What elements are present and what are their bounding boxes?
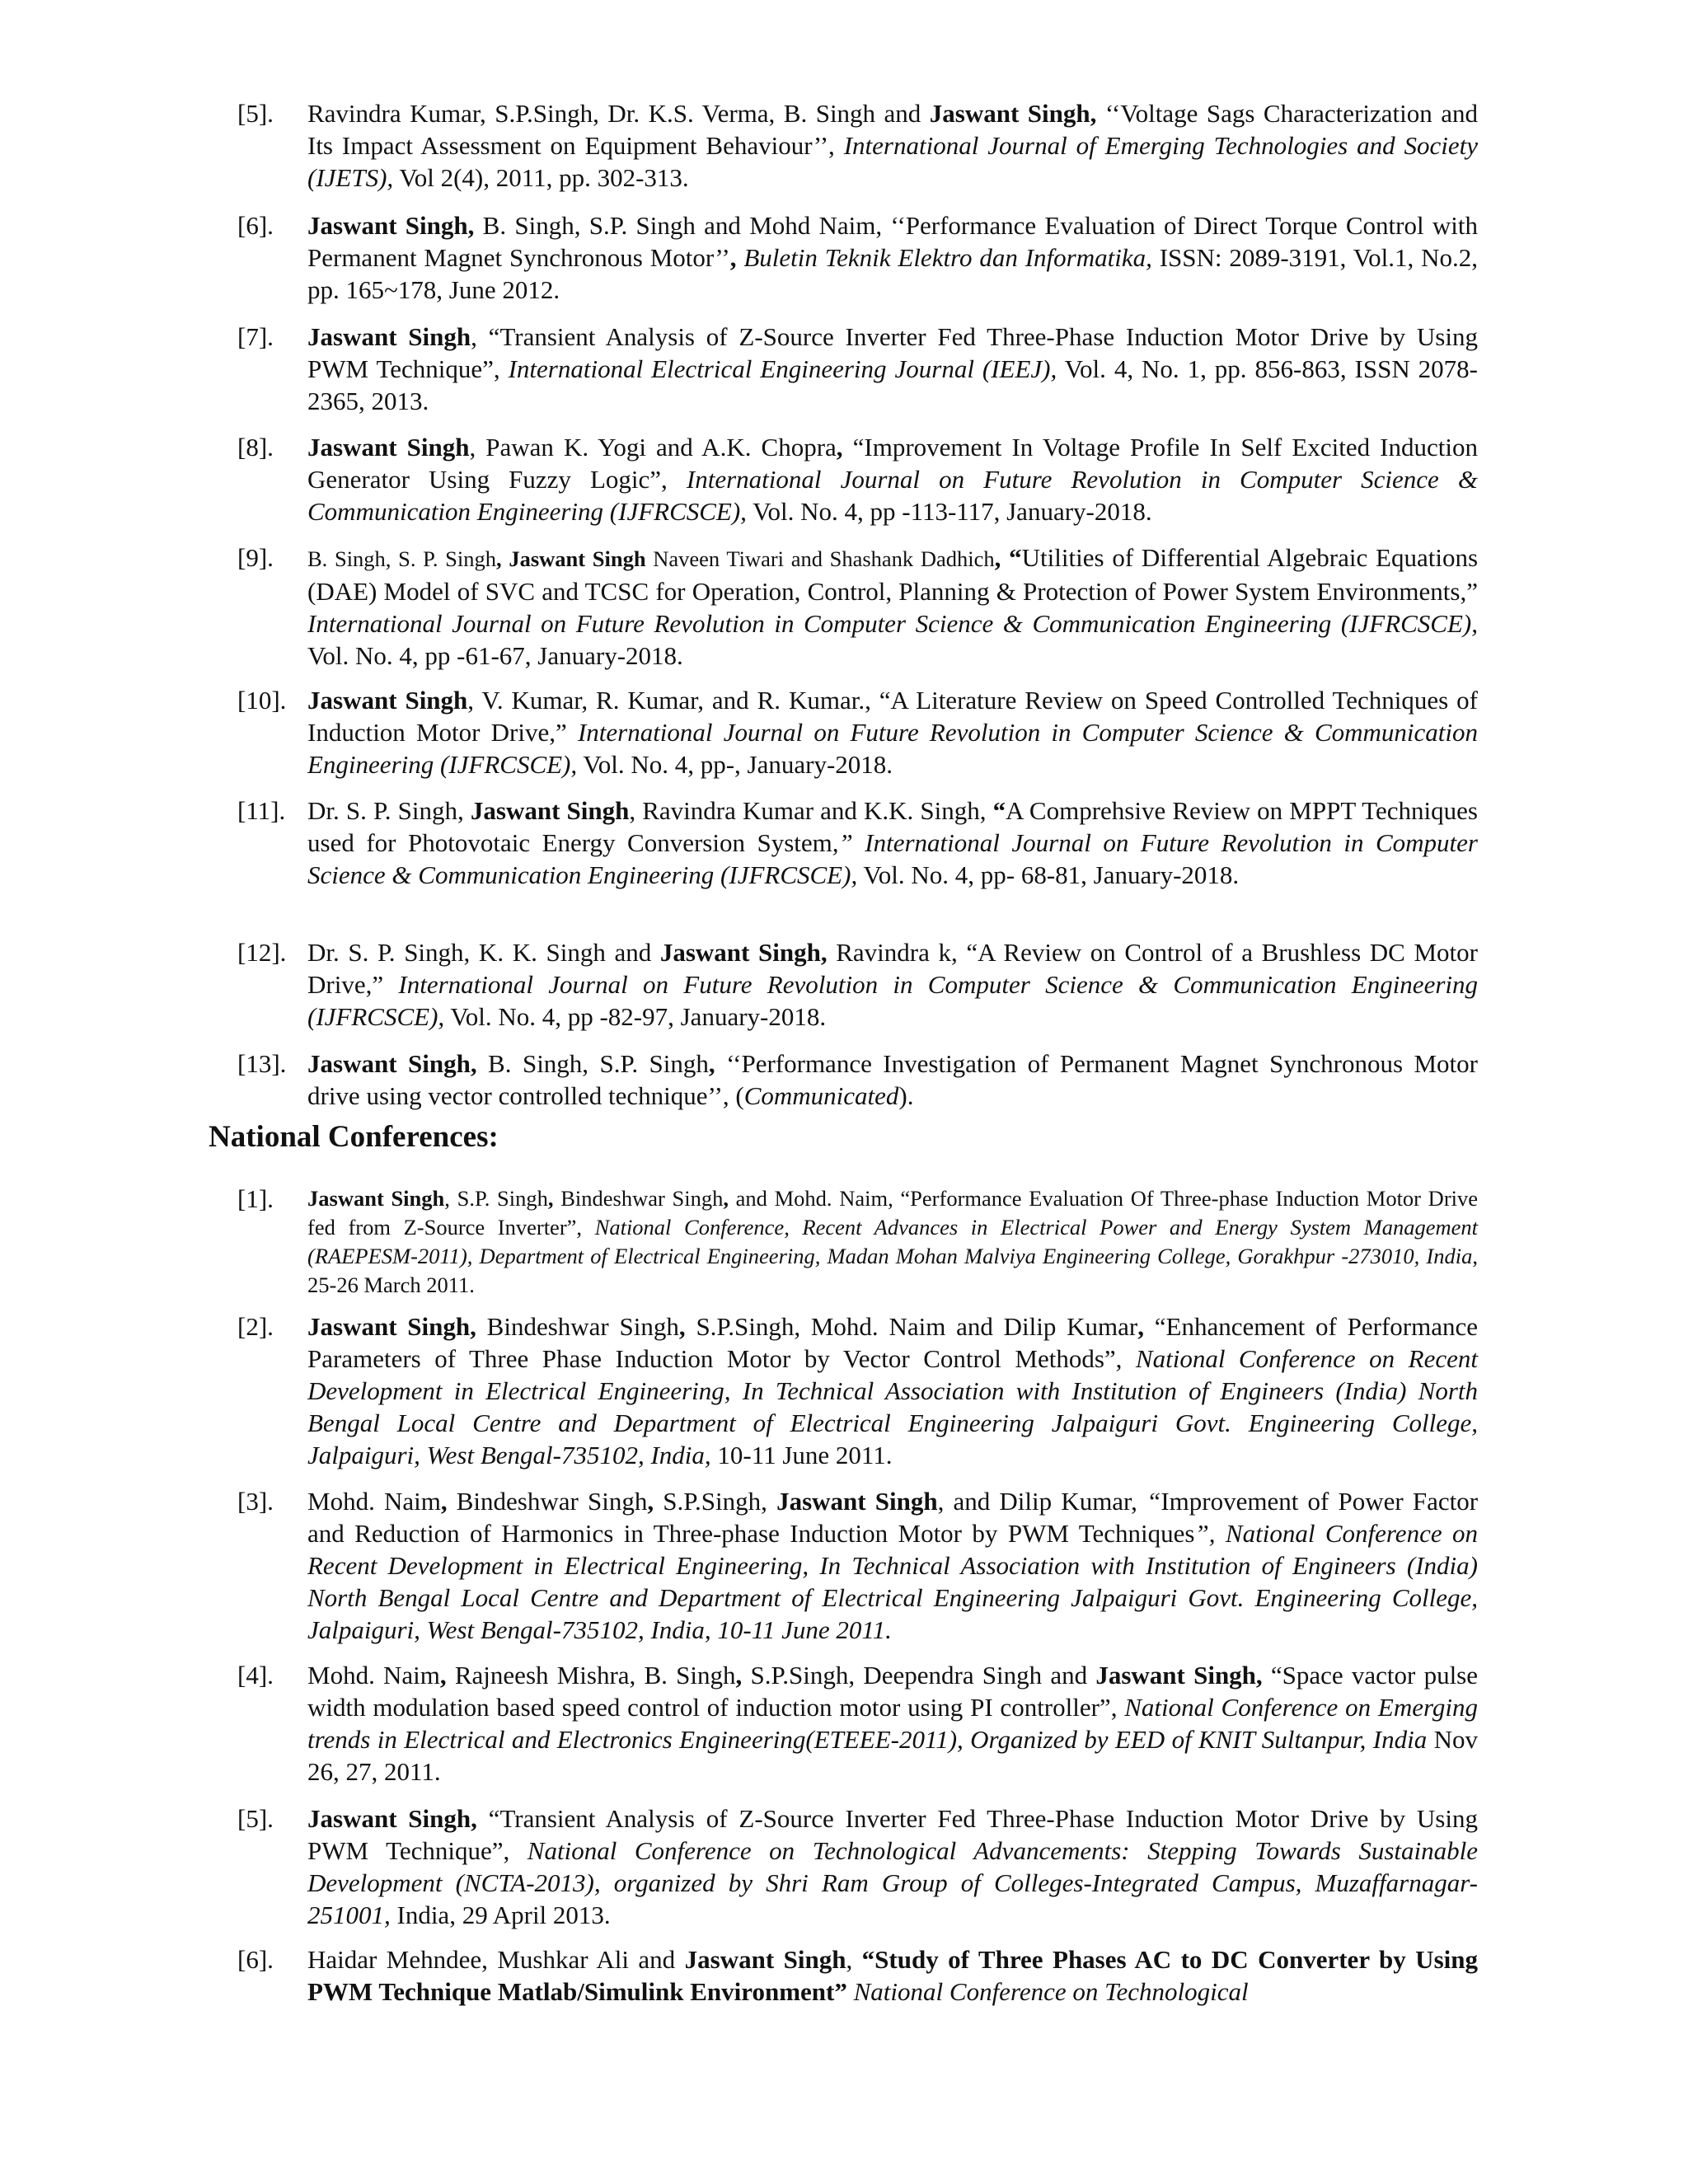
entry-text: Mohd. Naim, Bindeshwar Singh, S.P.Singh, Jaswant Singh, and Dilip Kumar, “Improvement of Power Factor and Reduction of Harmonics in Three-phase Induction Motor by PWM Techniques”, National Conference on Recent Development in Electrical Engineering, In Technical Association with Institution of Engineers (India) North Bengal Local Centre and Department of Electrical Engineering Jalpaiguri Govt. Engineering College, Jalpaiguri, West Bengal-735102, India, 10-11 June 2011.	[307, 1487, 1479, 1644]
journal-entry-13	[237, 1047, 1478, 1112]
author-highlight: Jaswant Singh	[776, 1487, 938, 1516]
venue: National Conference, Recent Advances in Electrical Power and Energy System Management (RAEPESM-2011), Department of Electrical Engineering, Madan Mohan Malviya Engineering College, Gorakhpur -273010, India	[307, 1215, 1478, 1268]
entry-number: [9].	[237, 543, 274, 572]
entry-text: Jaswant Singh, “Transient Analysis of Z-Source Inverter Fed Three-Phase Induction Motor Drive by Using PWM Technique”, National Conference on Technological Advancements: Stepping Towards Sustainable Development (NCTA-2013), organized by Shri Ram Group of Colleges-Integrated Campus, Muzaffarnagar-251001, India, 29 April 2013.	[307, 1804, 1478, 1929]
conference-entry-3	[237, 1485, 1478, 1646]
entry-number: [12].	[237, 938, 287, 967]
author-highlight: Jaswant Singh,	[307, 211, 475, 240]
conference-entry-6	[237, 1943, 1478, 2008]
author-highlight: Jaswant Singh,	[307, 1049, 477, 1078]
entry-number: [7].	[237, 322, 274, 351]
venue: International Journal on Future Revolution in Computer Science & Communication Engineering (IJFRCSCE),	[307, 718, 1478, 779]
entry-text: Jaswant Singh, V. Kumar, R. Kumar, and R. Kumar., “A Literature Review on Speed Controlled Techniques of Induction Motor Drive,” International Journal on Future Revolution in Computer Science & Communication Engineering (IJFRCSCE), Vol. No. 4, pp-, January-2018.	[307, 686, 1478, 779]
entry-number: [13].	[237, 1049, 287, 1078]
entry-number: [10].	[237, 686, 287, 715]
venue: National Conference on Technological Advancements: Stepping Towards Sustainable Development (NCTA-2013), organized by Shri Ram Group of Colleges-Integrated Campus, Muzaffarnagar-251001,	[307, 1836, 1478, 1929]
entry-text: Jaswant Singh, Bindeshwar Singh, S.P.Singh, Mohd. Naim and Dilip Kumar, “Enhancement of Performance Parameters of Three Phase Induction Motor by Vector Control Methods”, National Conference on Recent Development in Electrical Engineering, In Technical Association with Institution of Engineers (India) North Bengal Local Centre and Department of Electrical Engineering Jalpaiguri Govt. Engineering College, Jalpaiguri, West Bengal-735102, India, 10-11 June 2011.	[307, 1312, 1479, 1469]
venue: Communicated	[743, 1081, 899, 1110]
venue: ”, National Conference on Recent Development in Electrical Engineering, In Technical Association with Institution of Engineers (India) North Bengal Local Centre and Department of Electrical Engineering Jalpaiguri Govt. Engineering College, Jalpaiguri, West Bengal-735102, India, 10-11 June 2011.	[307, 1519, 1479, 1644]
author-highlight: Jaswant Singh,	[1095, 1661, 1263, 1690]
author-highlight: Jaswant Singh,	[659, 938, 828, 967]
author-highlight: Jaswant Singh,	[307, 1804, 477, 1833]
journal-entry-9	[237, 541, 1478, 672]
entry-number: [8].	[237, 433, 274, 462]
author-highlight: Jaswant Singh	[307, 433, 470, 462]
author-highlight: Jaswant Singh	[307, 686, 468, 715]
journal-entry-10	[237, 684, 1478, 780]
entry-text: Jaswant Singh, Pawan K. Yogi and A.K. Chopra, “Improvement In Voltage Profile In Self Excited Induction Generator Using Fuzzy Logic”, International Journal on Future Revolution in Computer Science & Communication Engineering (IJFRCSCE), Vol. No. 4, pp -113-117, January-2018.	[307, 433, 1478, 526]
author-highlight: Jaswant Singh	[307, 1186, 445, 1211]
entry-text: Haidar Mehndee, Mushkar Ali and Jaswant Singh, “Study of Three Phases AC to DC Converter by Using PWM Technique Matlab/Simulink Environment” National Conference on Technological	[307, 1945, 1478, 2006]
entry-text: Ravindra Kumar, S.P.Singh, Dr. K.S. Verma, B. Singh and Jaswant Singh, ‘‘Voltage Sags Characterization and Its Impact Assessment on Equipment Behaviour’’, International Journal of Emerging Technologies and Society (IJETS), Vol 2(4), 2011, pp. 302-313.	[307, 99, 1478, 192]
entry-number: [4].	[237, 1661, 274, 1690]
entry-text: Dr. S. P. Singh, Jaswant Singh, Ravindra Kumar and K.K. Singh, “A Comprehsive Review on MPPT Techniques used for Photovotaic Energy Conversion System,” International Journal on Future Revolution in Computer Science & Communication Engineering (IJFRCSCE), Vol. No. 4, pp- 68-81, January-2018.	[307, 796, 1478, 889]
journal-entry-5	[237, 97, 1478, 194]
venue: International Journal on Future Revolution in Computer Science & Communication Engineering (IJFRCSCE),	[307, 970, 1479, 1031]
venue: National Conference on Technological	[846, 1977, 1249, 2006]
journal-entry-11	[237, 794, 1478, 891]
venue: International Journal on Future Revolution in Computer Science & Communication Engineering (IJFRCSCE),	[307, 609, 1478, 638]
entry-text: Jaswant Singh, “Transient Analysis of Z-Source Inverter Fed Three-Phase Induction Motor Drive by Using PWM Technique”, International Electrical Engineering Journal (IEEJ), Vol. 4, No. 1, pp. 856-863, ISSN 2078-2365, 2013.	[307, 322, 1478, 415]
entry-text: Jaswant Singh, B. Singh, S.P. Singh, ‘‘Performance Investigation of Permanent Magnet Synchronous Motor drive using vector controlled technique’’, (Communicated).	[307, 1049, 1478, 1110]
entry-number: [5].	[237, 99, 274, 128]
entry-text: Jaswant Singh, S.P. Singh, Bindeshwar Singh, and Mohd. Naim, “Performance Evaluation Of Three-phase Induction Motor Drive fed from Z-Source Inverter”, National Conference, Recent Advances in Electrical Power and Energy System Management (RAEPESM-2011), Department of Electrical Engineering, Madan Mohan Malviya Engineering College, Gorakhpur -273010, India, 25-26 March 2011.	[307, 1186, 1479, 1297]
entry-number: [5].	[237, 1804, 274, 1833]
entry-number: [2].	[237, 1312, 274, 1341]
author-highlight: Jaswant Singh	[307, 322, 471, 351]
venue: Buletin Teknik Elektro dan Informatika,	[736, 243, 1152, 272]
conference-entry-5	[237, 1802, 1478, 1931]
journal-entry-8	[237, 431, 1478, 527]
journal-entry-12	[237, 936, 1478, 1033]
entry-number: [6].	[237, 1945, 274, 1974]
entry-number: [1].	[237, 1184, 274, 1213]
paper-title: “Study of Three Phases AC to DC Converter by Using PWM Technique Matlab/Simulink Environment”	[307, 1945, 1478, 2006]
entry-text: Dr. S. P. Singh, K. K. Singh and Jaswant Singh, Ravindra k, “A Review on Control of a Brushless DC Motor Drive,” International Journal on Future Revolution in Computer Science & Communication Engineering (IJFRCSCE), Vol. No. 4, pp -82-97, January-2018.	[307, 938, 1479, 1031]
author-highlight: Jaswant Singh,	[307, 1312, 476, 1341]
entry-text: B. Singh, S. P. Singh, Jaswant Singh Naveen Tiwari and Shashank Dadhich, “Utilities of Differential Algebraic Equations (DAE) Model of SVC and TCSC for Operation, Control, Planning & Protection of Power System Environments,” International Journal on Future Revolution in Computer Science & Communication Engineering (IJFRCSCE), Vol. No. 4, pp -61-67, January-2018.	[307, 543, 1479, 670]
conference-entry-4	[237, 1659, 1478, 1788]
entry-text: Jaswant Singh, B. Singh, S.P. Singh and Mohd Naim, ‘‘Performance Evaluation of Direct Torque Control with Permanent Magnet Synchronous Motor’’, Buletin Teknik Elektro dan Informatika, ISSN: 2089-3191, Vol.1, No.2, pp. 165~178, June 2012.	[307, 211, 1478, 304]
entry-text: Mohd. Naim, Rajneesh Mishra, B. Singh, S.P.Singh, Deependra Singh and Jaswant Singh, “Space vactor pulse width modulation based speed control of induction motor using PI controller”, National Conference on Emerging trends in Electrical and Electronics Engineering(ETEEE-2011), Organized by EED of KNIT Sultanpur, India Nov 26, 27, 2011.	[307, 1661, 1479, 1786]
venue: International Electrical Engineering Journal (IEEJ),	[508, 354, 1057, 383]
entry-number: [6].	[237, 211, 274, 240]
entry-number: [3].	[237, 1487, 274, 1516]
venue: National Conference on Emerging trends in Electrical and Electronics Engineering(ETEEE-2011), Organized by EED of KNIT Sultanpur, India	[307, 1693, 1478, 1754]
conference-entry-1	[237, 1184, 1478, 1300]
author-highlight: Jaswant Singh	[501, 546, 646, 571]
author-highlight: Jaswant Singh	[470, 796, 630, 825]
author-highlight: Jaswant Singh,	[929, 99, 1097, 128]
venue: International Journal on Future Revolution in Computer Science & Communication Engineering (IJFRCSCE),	[307, 465, 1478, 526]
venue: International Journal of Emerging Technologies and Society (IJETS),	[307, 131, 1478, 192]
author-highlight: Jaswant Singh	[684, 1945, 846, 1974]
entry-number: [11].	[237, 796, 286, 825]
journal-entry-7	[237, 321, 1478, 417]
journal-entry-6	[237, 209, 1478, 306]
venue: ,” International Journal on Future Revolution in Computer Science & Communication Engineering (IJFRCSCE),	[307, 828, 1478, 889]
section-heading: National Conferences:	[209, 1120, 499, 1154]
conference-entry-2	[237, 1310, 1478, 1471]
venue: National Conference on Recent Development in Electrical Engineering, In Technical Association with Institution of Engineers (India) North Bengal Local Centre and Department of Electrical Engineering Jalpaiguri Govt. Engineering College, Jalpaiguri, West Bengal-735102, India,	[307, 1344, 1478, 1469]
